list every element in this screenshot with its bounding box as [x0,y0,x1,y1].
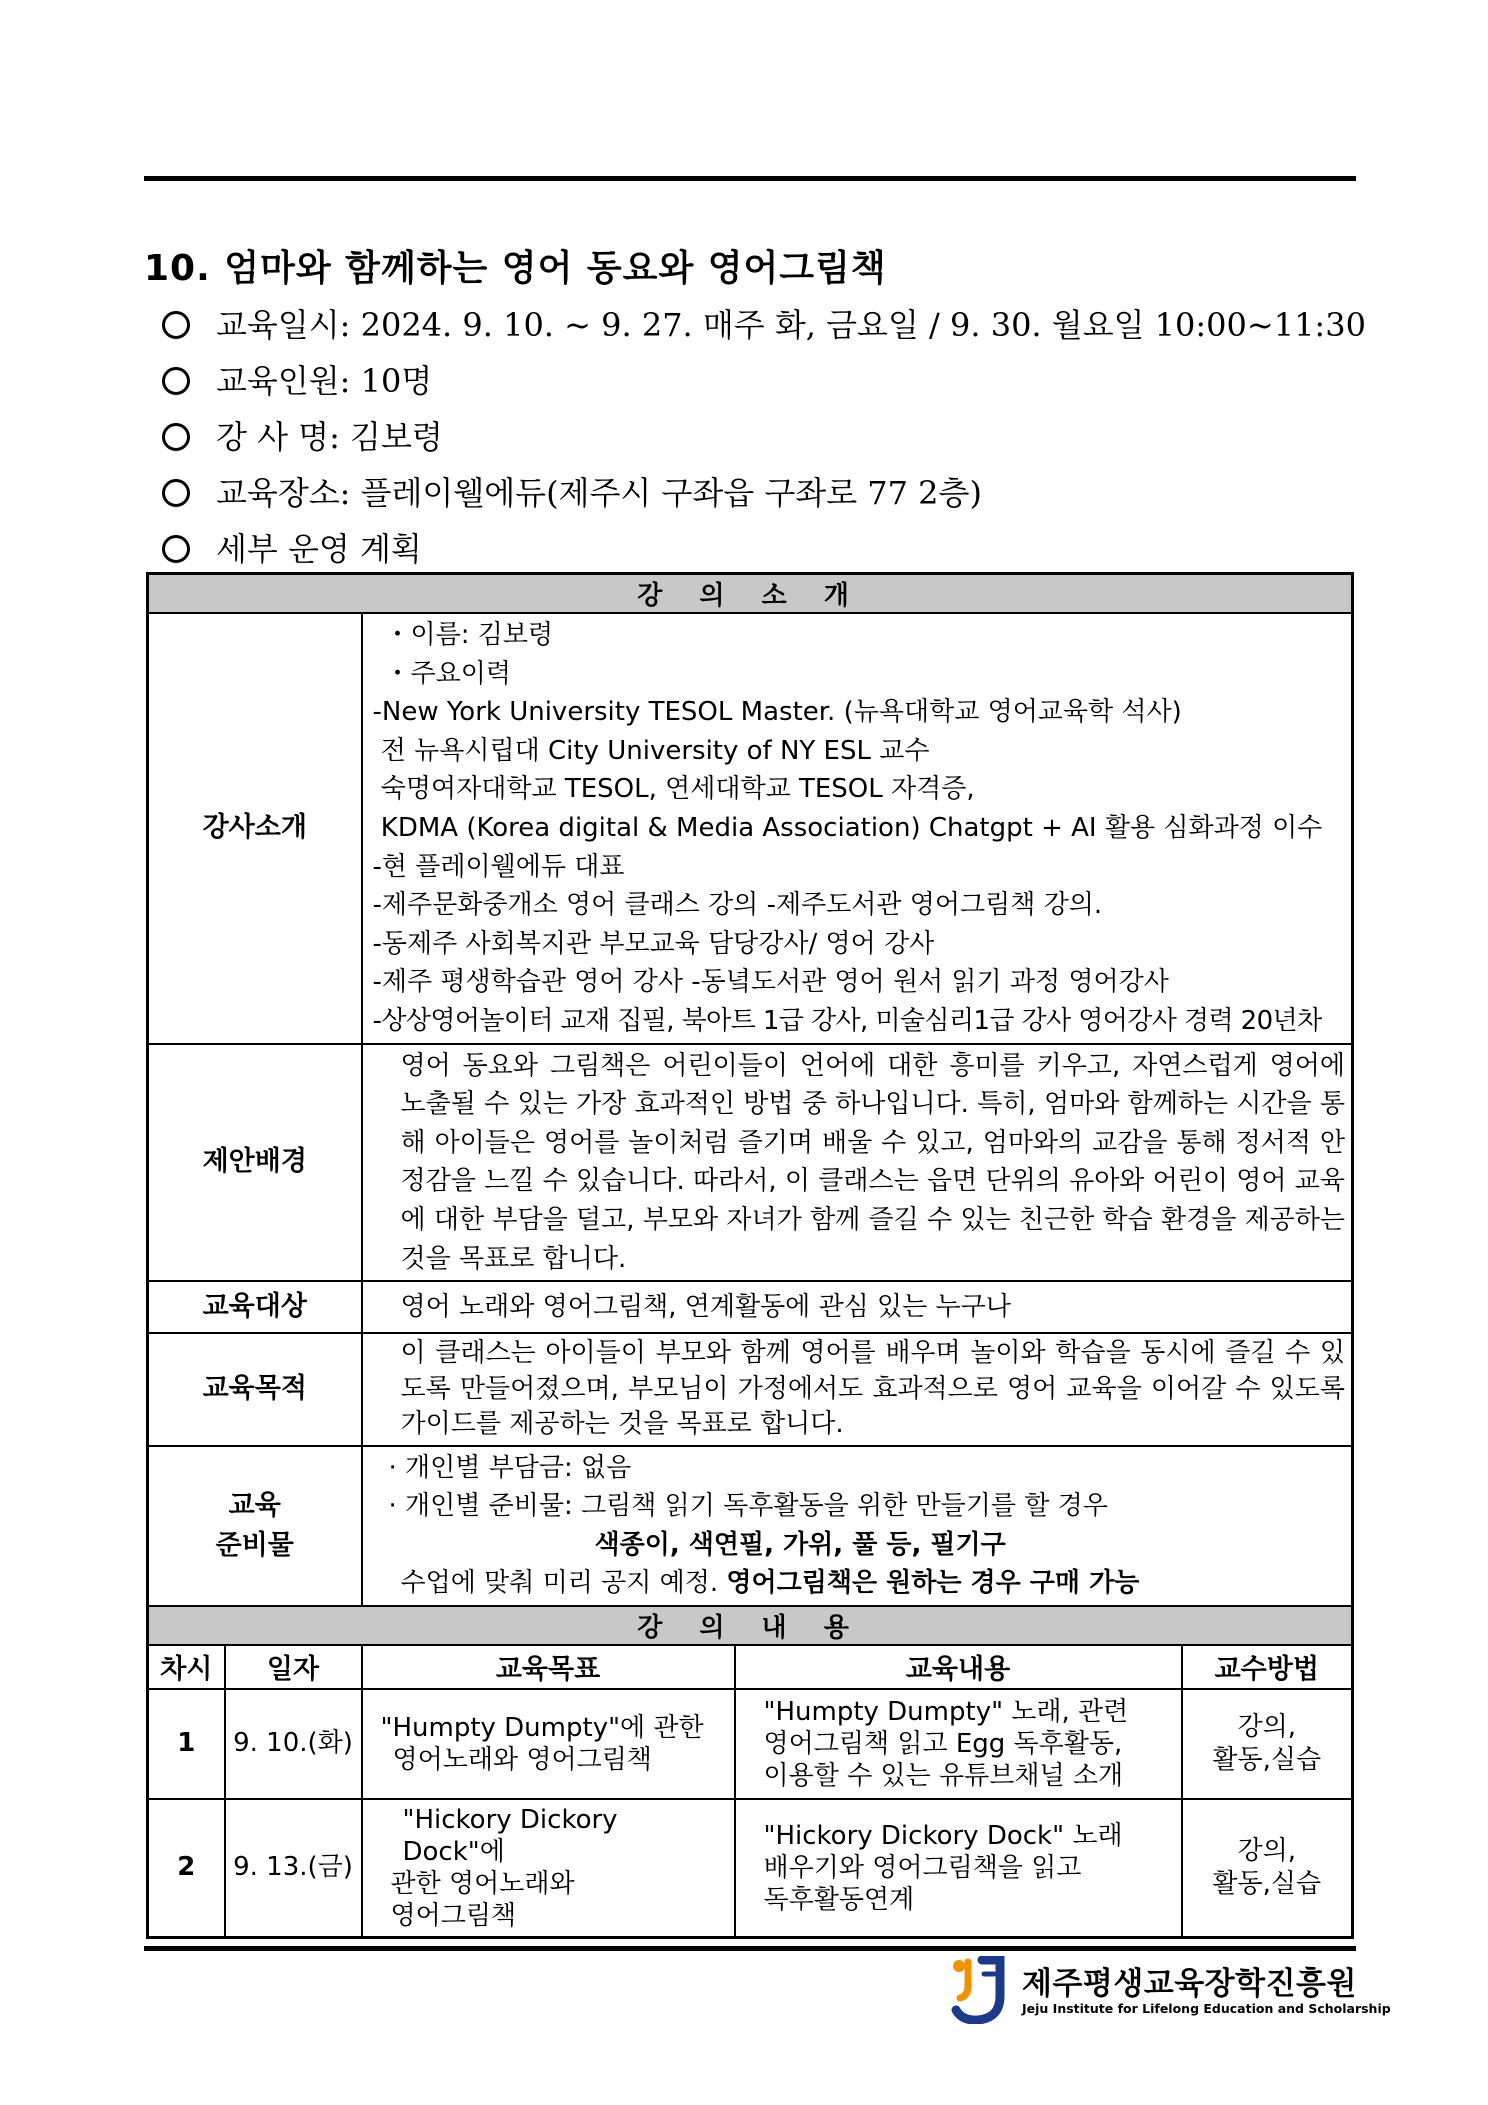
materials-label-line: 준비물 [215,1529,294,1561]
info-item-capacity: 교육인원: 10명 [162,356,432,402]
instructor-row [148,613,1353,1044]
session-date: 9. 10.(화) [225,1689,362,1799]
target-row [148,1281,1353,1333]
purpose-row [148,1333,1353,1446]
instructor-label: 강사소개 [148,613,362,1044]
materials-line: 수업에 맞춰 미리 공지 예정. 영어그림책은 원하는 경우 구매 가능 [400,1568,1140,1599]
section-title-intro: 강 의 소 개 [148,574,1353,614]
purpose-text: 이 클래스는 아이들이 부모와 함께 영어를 배우며 놀이와 학습을 동시에 즐길 수 있도록 만들어졌으며, 부모님이 가정에서도 효과적으로 영어 교육을 이어갈 수 있도록 가이드를 제공하는 것을 목표로 합니다. [362,1333,1353,1446]
info-item-plan: 세부 운영 계획 [162,524,422,570]
circle-bullet-icon [162,367,190,395]
background-text: 영어 동요와 그림책은 어린이들이 언어에 대한 흥미를 키우고, 자연스럽게 영어에 노출될 수 있는 가장 효과적인 방법 중 하나입니다. 특히, 엄마와 함께하는 시간을 통해 아이들은 영어를 놀이처럼 즐기며 배울 수 있고, 엄마와의 교감을 통해 정서적 안정감을 느낄 수 있습니다. 따라서, 이 클래스는 읍면 단위의 유아와 어린이 영어 교육에 대한 부담을 덜고, 부모와 자녀가 함께 즐길 수 있는 친근한 학습 환경을 제공하는 것을 목표로 합니다. [362,1044,1353,1282]
footer-org-name: 제주평생교육장학진흥원 [1022,1966,1357,2002]
purpose-label: 교육목적 [148,1333,362,1446]
schedule-header-row [148,1645,1353,1689]
info-item-schedule: 교육일시: 2024. 9. 10. ~ 9. 27. 매주 화, 금요일 / 9. 30. 월요일 10:00~11:30 [162,300,1366,346]
instructor-line: -제주문화중개소 영어 클래스 강의 -제주도서관 영어그림책 강의. [372,890,1103,921]
instructor-line: -동제주 사회복지관 부모교육 담당강사/ 영어 강사 [372,928,935,959]
top-rule [144,176,1356,181]
target-label: 교육대상 [148,1281,362,1333]
materials-supplies: 색종이, 색연필, 가위, 풀 등, 필기구 [594,1529,1006,1560]
instructor-line: -현 플레이웰에듀 대표 [372,851,625,882]
session-number: 1 [148,1689,225,1799]
bottom-rule [144,1946,1356,1951]
materials-details [362,1446,1353,1606]
background-label: 제안배경 [148,1044,362,1282]
col-header-date: 일자 [225,1645,362,1689]
instructor-line: -제주 평생학습관 영어 강사 -동녘도서관 영어 원서 읽기 과정 영어강사 [372,967,1169,998]
footer-logo [950,1956,1391,2026]
target-text: 영어 노래와 영어그림책, 연계활동에 관심 있는 누구나 [362,1281,1353,1333]
col-header-session: 차시 [148,1645,225,1689]
table-row [148,1799,1353,1938]
session-number: 2 [148,1799,225,1938]
materials-label-line: 교육 [228,1489,281,1521]
table-row [148,1689,1353,1799]
section-header-row [148,574,1353,614]
session-goal: "Hickory Dickory Dock"에 관한 영어노래와 영어그림책 [362,1799,735,1938]
session-content: "Humpty Dumpty" 노래, 관련 영어그림책 읽고 Egg 독후활동, 이용할 수 있는 유튜브채널 소개 [735,1689,1182,1799]
session-method: 강의, 활동,실습 [1182,1799,1353,1938]
materials-line: · 개인별 준비물: 그림책 읽기 독후활동을 위한 만들기를 할 경우 [388,1491,1108,1522]
instructor-line: KDMA (Korea digital & Media Association) Chatgpt + AI 활용 심화과정 이수 [372,812,1323,843]
materials-line: · 개인별 부담금: 없음 [388,1452,632,1483]
col-header-goal: 교육목표 [362,1645,735,1689]
instructor-line: 전 뉴욕시립대 City University of NY ESL 교수 [372,735,930,766]
section-title-content: 강 의 내 용 [148,1606,1353,1645]
instructor-line: -New York University TESOL Master. (뉴욕대학교 영어교육학 석사) [372,697,1182,728]
instructor-line: ・이름: 김보령 [384,620,554,650]
instructor-line: 숙명여자대학교 TESOL, 연세대학교 TESOL 자격증, [372,774,975,805]
col-header-content: 교육내용 [735,1645,1182,1689]
session-date: 9. 13.(금) [225,1799,362,1938]
session-method: 강의, 활동,실습 [1182,1689,1353,1799]
instructor-line: ・주요이력 [384,658,511,689]
course-plan-table [146,572,1354,1939]
materials-label [148,1446,362,1606]
materials-row [148,1446,1353,1606]
session-goal: "Humpty Dumpty"에 관한 영어노래와 영어그림책 [362,1689,735,1799]
info-item-instructor: 강 사 명: 김보령 [162,412,443,458]
page-title: 10. 엄마와 함께하는 영어 동요와 영어그림책 [144,248,887,289]
circle-bullet-icon [162,311,190,339]
jeju-institute-logo-icon [950,1956,1008,2024]
section-header-row [148,1606,1353,1645]
instructor-details [362,613,1353,1044]
circle-bullet-icon [162,423,190,451]
session-content: "Hickory Dickory Dock" 노래 배우기와 영어그림책을 읽고 독후활동연계 [735,1799,1182,1938]
instructor-line: -상상영어놀이터 교재 집필, 북아트 1급 강사, 미술심리1급 강사 영어강사 경력 20년차 [372,1005,1322,1036]
col-header-method: 교수방법 [1182,1645,1353,1689]
info-item-location: 교육장소: 플레이웰에듀(제주시 구좌읍 구좌로 77 2층) [162,468,982,514]
circle-bullet-icon [162,535,190,563]
materials-purchase-note: 영어그림책은 원하는 경우 구매 가능 [726,1568,1140,1599]
background-row [148,1044,1353,1282]
circle-bullet-icon [162,479,190,507]
footer-org-name-en: Jeju Institute for Lifelong Education and Scholarship [1022,2001,1391,2016]
